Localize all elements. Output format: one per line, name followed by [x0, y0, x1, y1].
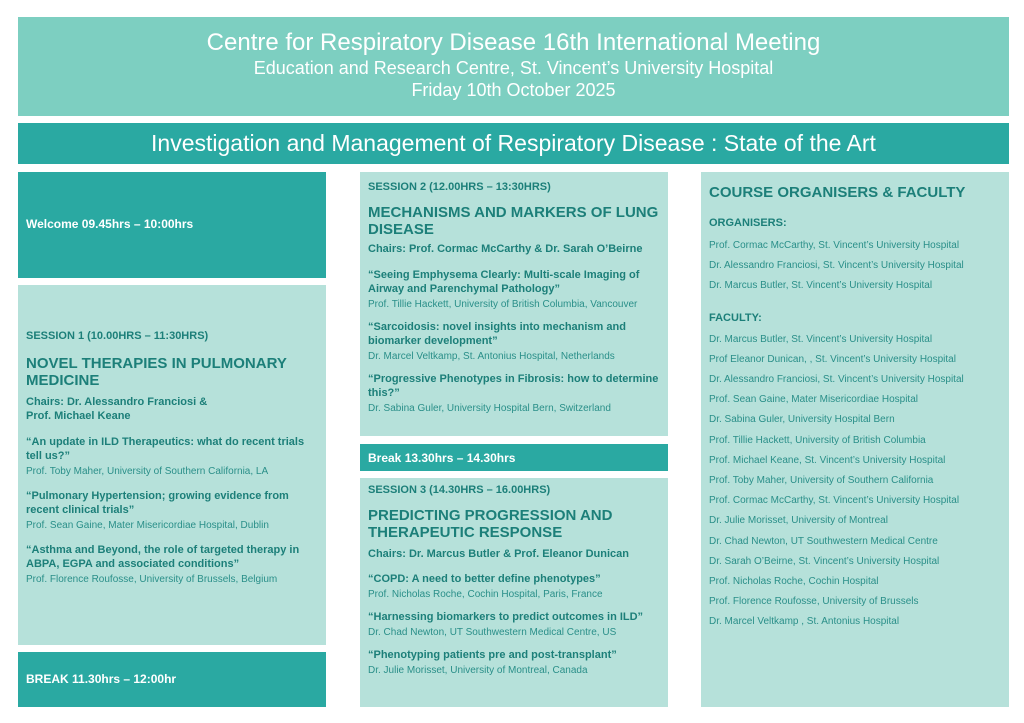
- session-3-talk: [368, 610, 660, 640]
- talk-title: “Harnessing biomarkers to predict outcomes in ILD”: [368, 611, 644, 623]
- organisers-label: ORGANISERS:: [709, 217, 787, 229]
- talk-speaker: Dr. Julie Morisset, University of Montreal, Canada: [368, 665, 588, 676]
- meeting-date: Friday 10th October 2025: [411, 80, 616, 100]
- meeting-subtitle: Investigation and Management of Respiratory Disease : State of the Art: [18, 123, 1009, 164]
- faculty-item: Prof. Tillie Hackett, University of British Columbia: [709, 434, 926, 446]
- session-3-chairs: Chairs: Dr. Marcus Butler & Prof. Eleanor Dunican: [368, 548, 630, 560]
- organiser-item: Prof. Cormac McCarthy, St. Vincent’s University Hospital: [709, 240, 960, 251]
- talk-speaker: Prof. Sean Gaine, Mater Misericordiae Hospital, Dublin: [26, 520, 269, 531]
- session-1-label: SESSION 1 (10.00HRS – 11:30HRS): [26, 330, 209, 342]
- faculty-title: COURSE ORGANISERS & FACULTY: [709, 184, 966, 201]
- faculty-item: Prof. Nicholas Roche, Cochin Hospital: [709, 576, 879, 588]
- faculty-item: Prof. Toby Maher, University of Southern California: [709, 475, 934, 487]
- faculty-item: Prof Eleanor Dunican, , St. Vincent’s University Hospital: [709, 353, 956, 365]
- organiser-item: Dr. Marcus Butler, St. Vincent’s University Hospital: [709, 280, 933, 292]
- talk-speaker: Prof. Tillie Hackett, University of British Columbia, Vancouver: [368, 299, 638, 310]
- meeting-title: Centre for Respiratory Disease 16th International Meeting: [206, 29, 821, 56]
- session-1-talk: [26, 435, 318, 479]
- session-3-block: [360, 478, 668, 707]
- break-2-text: Break 13.30hrs – 14.30hrs: [368, 451, 516, 465]
- session-1-talk: [26, 489, 318, 533]
- talk-title: “Pulmonary Hypertension; growing evidence from recent clinical trials”: [26, 490, 289, 516]
- session-3-talk: [368, 648, 660, 678]
- faculty-block: [701, 172, 1009, 707]
- faculty-item: Prof. Michael Keane, St. Vincent’s University Hospital: [709, 454, 946, 466]
- talk-title: “Phenotyping patients pre and post-transplant”: [368, 649, 617, 661]
- session-1-chairs-line2: Prof. Michael Keane: [26, 410, 131, 422]
- break-2-block: [360, 444, 668, 471]
- session-3-talk: [368, 572, 660, 602]
- break-1-block: [18, 652, 326, 707]
- talk-title: “Progressive Phenotypes in Fibrosis: how to determine this?”: [368, 373, 659, 399]
- faculty-item: Dr. Sabina Guler, University Hospital Bern: [709, 414, 895, 426]
- organisers-list: [709, 236, 1001, 297]
- talk-speaker: Prof. Toby Maher, University of Southern California, LA: [26, 466, 269, 477]
- session-2-label: SESSION 2 (12.00HRS – 13:30HRS): [368, 181, 551, 193]
- session-1-block: [18, 285, 326, 645]
- talk-title: “Seeing Emphysema Clearly: Multi-scale Imaging of Airway and Parenchymal Pathology”: [368, 269, 640, 295]
- talk-speaker: Prof. Nicholas Roche, Cochin Hospital, Paris, France: [368, 589, 603, 600]
- session-2-talk: [368, 372, 660, 416]
- talk-title: “COPD: A need to better define phenotypes”: [368, 573, 601, 585]
- faculty-item: Dr. Chad Newton, UT Southwestern Medical Centre: [709, 535, 938, 547]
- faculty-item: Dr. Sarah O’Beirne, St. Vincent’s University Hospital: [709, 555, 940, 567]
- talk-title: “Sarcoidosis: novel insights into mechanism and biomarker development”: [368, 321, 626, 347]
- session-2-talk: [368, 268, 660, 312]
- session-2-title: MECHANISMS AND MARKERS OF LUNG DISEASE: [368, 204, 659, 238]
- talk-speaker: Dr. Sabina Guler, University Hospital Bern, Switzerland: [368, 403, 611, 414]
- faculty-item: Prof. Cormac McCarthy, St. Vincent’s University Hospital: [709, 495, 960, 507]
- session-2-chairs: Chairs: Prof. Cormac McCarthy & Dr. Sarah O’Beirne: [368, 243, 643, 255]
- session-3-label: SESSION 3 (14.30HRS – 16.00HRS): [368, 484, 551, 496]
- faculty-list: [709, 330, 1001, 633]
- meeting-venue: Education and Research Centre, St. Vincent’s University Hospital: [253, 58, 774, 78]
- talk-title: “Asthma and Beyond, the role of targeted therapy in ABPA, EGPA and associated conditions”: [26, 544, 300, 570]
- session-2-block: [360, 172, 668, 436]
- faculty-item: Dr. Marcus Butler, St. Vincent’s University Hospital: [709, 333, 933, 345]
- faculty-item: Prof. Sean Gaine, Mater Misericordiae Hospital: [709, 394, 918, 406]
- faculty-item: Dr. Alessandro Franciosi, St. Vincent’s University Hospital: [709, 374, 964, 386]
- welcome-text: Welcome 09.45hrs – 10:00hrs: [26, 217, 194, 231]
- welcome-block: [18, 172, 326, 278]
- session-1-title: NOVEL THERAPIES IN PULMONARY MEDICINE: [26, 355, 287, 389]
- talk-speaker: Dr. Marcel Veltkamp, St. Antonius Hospital, Netherlands: [368, 351, 615, 362]
- session-1-chairs-line1: Chairs: Dr. Alessandro Franciosi &: [26, 396, 208, 408]
- session-2-talk: [368, 320, 660, 364]
- faculty-label: FACULTY:: [709, 311, 762, 324]
- talk-title: “An update in ILD Therapeutics: what do recent trials tell us?”: [26, 436, 305, 462]
- organiser-item: Dr. Alessandro Franciosi, St. Vincent’s University Hospital: [709, 260, 964, 272]
- session-1-talk: [26, 543, 318, 587]
- meeting-header: [18, 17, 1009, 116]
- faculty-item: Dr. Marcel Veltkamp , St. Antonius Hospital: [709, 616, 900, 628]
- break-1-text: BREAK 11.30hrs – 12:00hr: [26, 672, 177, 686]
- faculty-item: Dr. Julie Morisset, University of Montreal: [709, 515, 888, 527]
- session-3-title: PREDICTING PROGRESSION AND THERAPEUTIC RESPONSE: [368, 507, 613, 541]
- faculty-item: Prof. Florence Roufosse, University of Brussels: [709, 596, 919, 608]
- talk-speaker: Prof. Florence Roufosse, University of Brussels, Belgium: [26, 574, 278, 585]
- talk-speaker: Dr. Chad Newton, UT Southwestern Medical Centre, US: [368, 627, 617, 638]
